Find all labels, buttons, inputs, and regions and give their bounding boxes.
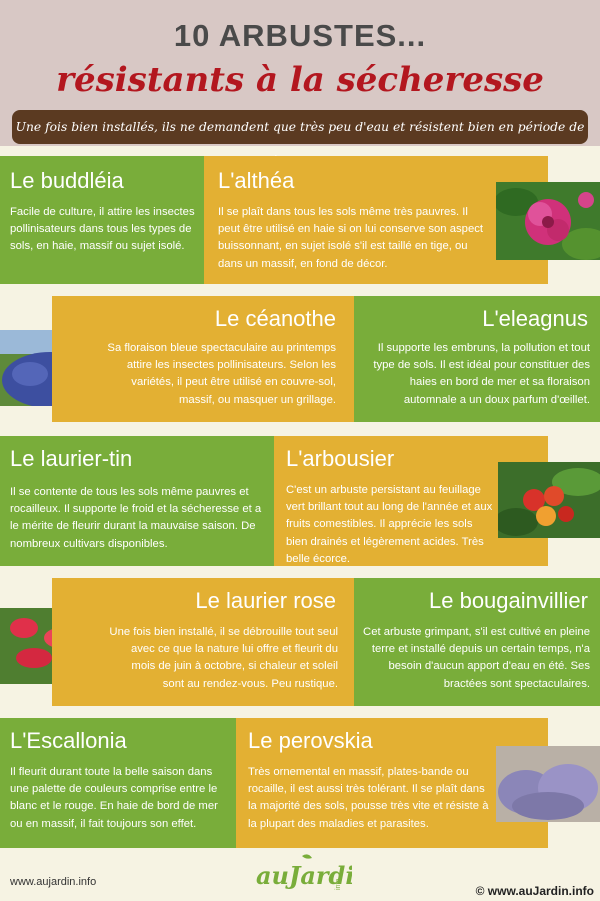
shrub-title-perovskia: Le perovskia [248, 728, 373, 753]
aujardin-logo [252, 852, 352, 896]
arbousier-photo [498, 462, 600, 538]
shrub-desc-bougainvillier: Cet arbuste grimpant, s'il est cultivé en pleine terre et installé depuis un certain temps, n'a besoin d'aucun apport d'eau en été. Ses bractées sont spectaculaires. [363, 626, 590, 690]
shrub-desc-buddleia: Facile de culture, il attire les insectes pollinisateurs dans tous les types de sols, en haie, massif ou sujet isolé. [10, 206, 195, 253]
shrub-desc-ceanothe: Sa floraison bleue spectaculaire au printemps attire les insectes pollinisateurs. Selon les variétés, il peut être utilisé en couvre-sol, massif, ou masquer un grillage. [107, 342, 336, 406]
shrub-title-escallonia: L'Escallonia [10, 728, 127, 753]
shrub-desc-eleagnus: Il supporte les embruns, la pollution et tout type de sols. Il est idéal pour constituer des haies en bord de mer et sa floraison automnale a un doux parfum d'œillet. [373, 342, 590, 406]
header [0, 0, 600, 146]
shrub-desc-arbousier: C'est un arbuste persistant au feuillage vert brillant tout au long de l'année et aux fruits comestibles. Il apprécie les sols bien drainés et légèrement acides. Très belle écorce. [286, 484, 493, 565]
shrub-title-arbousier: L'arbousier [286, 446, 395, 471]
footer-url[interactable]: www.aujardin.info [10, 876, 97, 888]
shrub-title-ceanothe: Le céanothe [214, 306, 336, 331]
svg-text:info: info [335, 878, 342, 890]
shrub-desc-perovskia: Très ornemental en massif, plates-bande ou rocaille, il est aussi très tolérant. Il se plaît dans la majorité des sols, pousse très vite et résiste à la plupart des maladies et parasites. [248, 766, 489, 830]
shrub-desc-laurier-tin: Il se contente de tous les sols même pauvres et rocailleux. Il supporte le froid et la sécheresse et a le mérite de fleurir durant la mauvaise saison. De nombreux cultivars disponibles. [10, 486, 262, 550]
shrub-desc-escallonia: Il fleurit durant toute la belle saison dans une palette de couleurs comprise entre le blanc et le rouge. En haie de bord de mer ou en massif, il fait toujours son effet. [10, 766, 218, 830]
title-line-2: résistants à la sécheresse [56, 60, 544, 100]
althea-photo [496, 182, 600, 260]
shrub-title-bougainvillier: Le bougainvillier [429, 588, 588, 613]
svg-text:auJardin: auJard [256, 861, 346, 890]
shrub-title-eleagnus: L'eleagnus [482, 306, 588, 331]
intro-banner: Une fois bien installés, ils ne demandent que très peu d'eau et résistent bien en période de [12, 110, 588, 144]
perovskia-photo [496, 746, 600, 822]
shrub-title-buddleia: Le buddléia [10, 168, 124, 193]
footer-copyright[interactable]: © www.auJardin.info [475, 884, 594, 898]
shrub-desc-althea: Il se plaît dans tous les sols même très pauvres. Il peut être utilisé en haie si on lui conserve son aspect buissonnant, en sujet isolé s'il est taillé en tige, ou dans un massif, en fond de décor. [218, 206, 484, 270]
shrub-desc-laurier-rose: Une fois bien installé, il se débrouille tout seul avec ce que la nature lui offre et fleurit du mois de juin à octobre, si chaleur et soleil sont au rendez-vous. Peu rustique. [109, 626, 338, 690]
shrub-title-laurier-tin: Le laurier-tin [10, 446, 133, 471]
shrub-title-laurier-rose: Le laurier rose [195, 588, 336, 613]
shrub-title-althea: L'althéa [218, 168, 295, 193]
title-line-1: 10 ARBUSTES... [173, 18, 427, 53]
